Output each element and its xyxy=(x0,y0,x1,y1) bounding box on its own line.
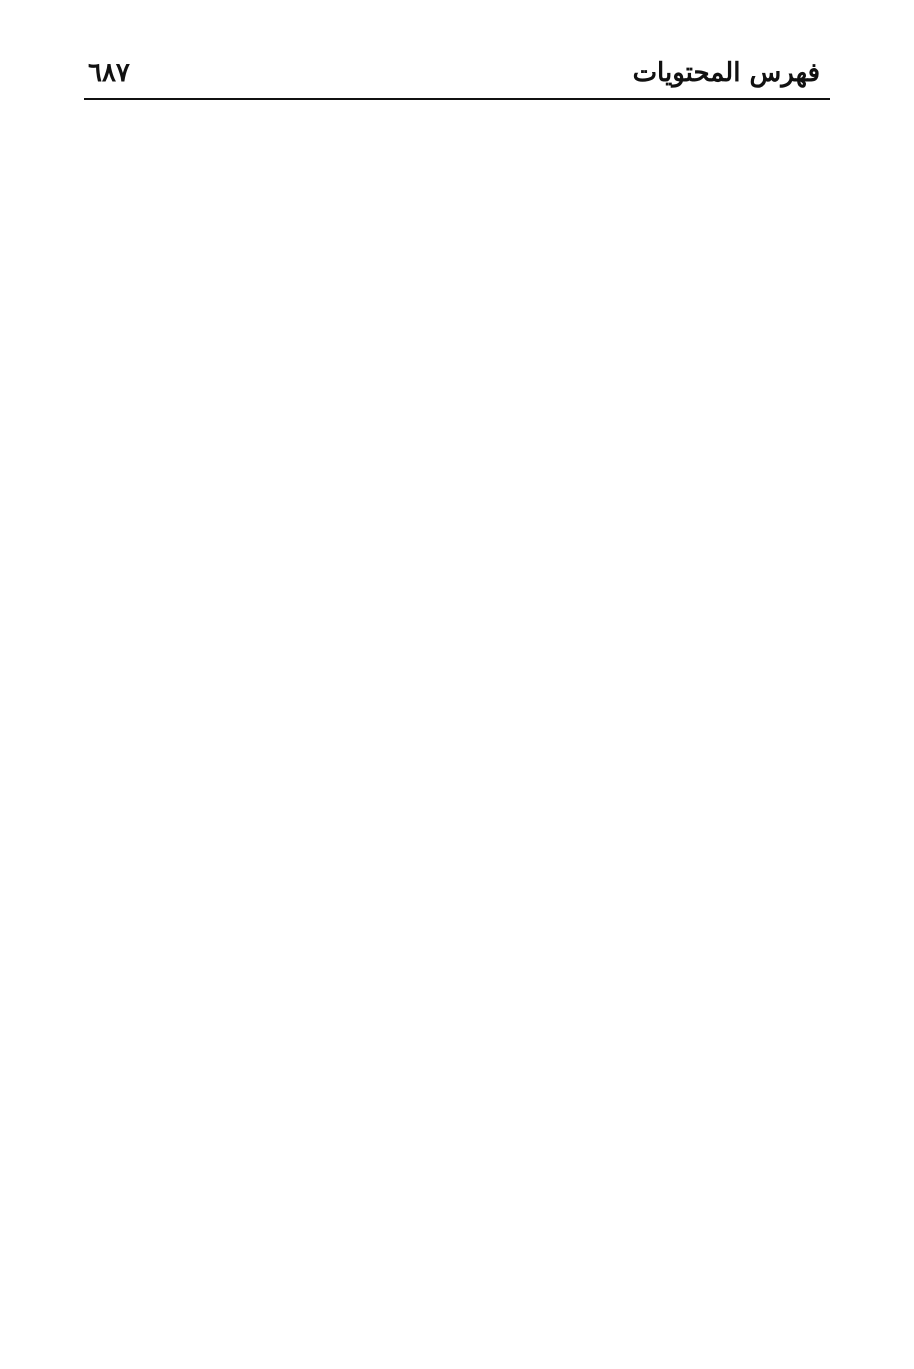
page-title: فهرس المحتويات xyxy=(632,58,820,88)
header-rule xyxy=(84,98,830,100)
page-number: ٦٨٧ xyxy=(88,58,130,88)
